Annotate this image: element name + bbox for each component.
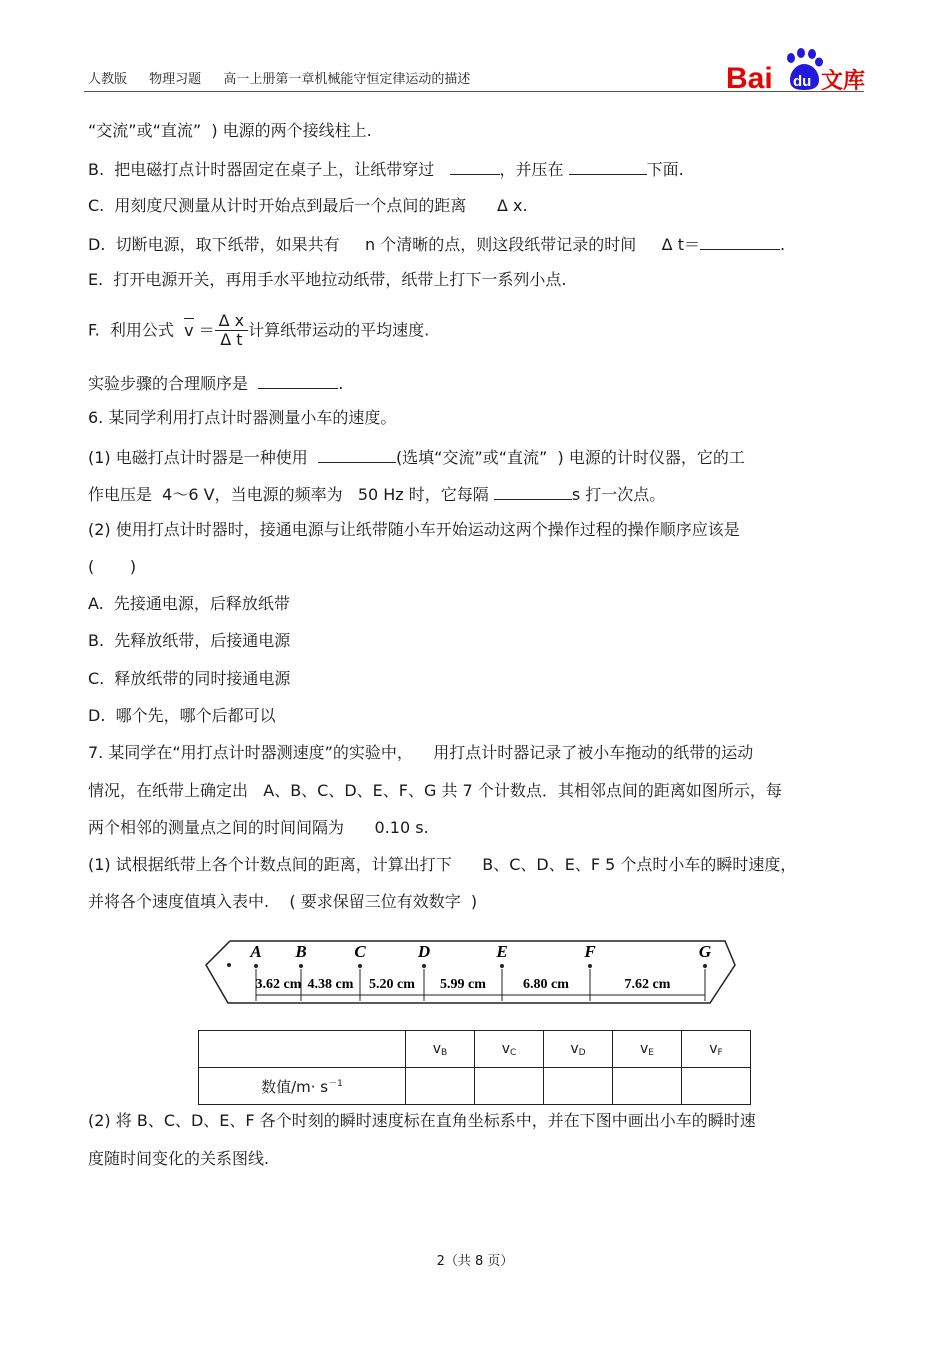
q6-1-text-a: (1) 电磁打点计时器是一种使用 xyxy=(88,448,318,467)
header-edition: 人教版 xyxy=(88,72,128,87)
distance-label-1: 3.62 cm xyxy=(255,977,302,992)
table-header-row xyxy=(199,1031,751,1068)
blank-q6-2 xyxy=(494,483,572,500)
value-cell-vd[interactable] xyxy=(544,1068,613,1105)
header-vf: $v_F$ xyxy=(682,1031,751,1068)
text-line-1: “交流”或“直流” ) 电源的两个接线柱上. xyxy=(88,121,372,140)
tape-point-label-d: D xyxy=(417,942,431,961)
q6-1-text-c: 作电压是 4～6 V，当电源的频率为 50 Hz 时，它每隔 xyxy=(88,485,494,504)
header-ve: $v_E$ xyxy=(613,1031,682,1068)
fraction-denominator: Δ t xyxy=(220,330,243,349)
tape-point-label-e: E xyxy=(496,942,508,961)
order-line xyxy=(88,372,343,394)
blank-d xyxy=(700,233,780,250)
step-d-text-2: . xyxy=(779,235,786,254)
step-b-text-3: 下面. xyxy=(646,160,684,179)
q7-part2-line1: (2) 将 B、C、D、E、F 各个时刻的瞬时速度标在直角坐标系中，并在下图中画出小车的瞬时速 xyxy=(88,1111,756,1130)
question-7-line2: 情况，在纸带上确定出 A、B、C、D、E、F、G 共 7 个计数点．其相邻点间的距离如图所示，每 xyxy=(88,781,782,800)
value-cell-ve[interactable] xyxy=(613,1068,682,1105)
question-7-line1: 7. 某同学在“用打点计时器测速度”的实验中， 用打点计时器记录了被小车拖动的纸带的运动 xyxy=(88,743,754,762)
table-value-row xyxy=(199,1068,751,1105)
tape-outline xyxy=(206,941,735,1003)
header-vc: $v_C$ xyxy=(475,1031,544,1068)
tape-point-dot-f xyxy=(588,964,592,968)
paper-tape-diagram xyxy=(200,935,745,1013)
step-f-text-1: F. 利用公式 xyxy=(88,320,185,340)
fraction-numerator: Δ x xyxy=(215,312,249,331)
q7-part1-line1: (1) 试根据纸带上各个计数点间的距离，计算出打下 B、C、D、E、F 5 个点时小车的瞬时速度， xyxy=(88,855,797,874)
header-vd: $v_D$ xyxy=(544,1031,613,1068)
header-category: 物理习题 xyxy=(149,72,202,87)
option-a: A. 先接通电源，后释放纸带 xyxy=(88,594,290,613)
order-end: . xyxy=(338,374,344,393)
row-label: 数值$/m\cdot s^{-1}$ xyxy=(199,1068,406,1105)
option-d: D. 哪个先，哪个后都可以 xyxy=(88,706,276,725)
tape-point-dot-e xyxy=(500,964,504,968)
tape-point-dot-c xyxy=(358,964,362,968)
step-c: C. 用刻度尺测量从计时开始点到最后一个点间的距离 Δ x. xyxy=(88,196,528,215)
step-f xyxy=(88,312,429,349)
logo-wenku: 文库 xyxy=(821,69,866,94)
baidu-wenku-logo xyxy=(724,46,870,100)
value-cell-vc[interactable] xyxy=(475,1068,544,1105)
header-vb: $v_B$ xyxy=(406,1031,475,1068)
step-d-text-1: D. 切断电源，取下纸带，如果共有 n 个清晰的点，则这段纸带记录的时间 Δ t＝ xyxy=(88,235,700,254)
q6-part1-line2 xyxy=(88,483,665,505)
table-corner-cell xyxy=(199,1031,406,1068)
tape-point-label-b: B xyxy=(295,942,307,961)
value-cell-vf[interactable] xyxy=(682,1068,751,1105)
question-6: 6. 某同学利用打点计时器测量小车的速度。 xyxy=(88,408,397,427)
tape-point-dot-b xyxy=(299,964,303,968)
velocity-table xyxy=(198,1030,751,1105)
order-text: 实验步骤的合理顺序是 xyxy=(88,374,259,393)
step-e: E. 打开电源开关，再用手水平地拉动纸带，纸带上打下一系列小点. xyxy=(88,270,567,289)
question-7-line3: 两个相邻的测量点之间的时间间隔为 0.10 s. xyxy=(88,818,429,837)
tape-point-label-f: F xyxy=(584,942,596,961)
page-header xyxy=(88,68,488,87)
distance-label-6: 7.62 cm xyxy=(624,977,671,992)
blank-q6-1 xyxy=(318,446,396,463)
v-bar-symbol: v xyxy=(184,320,194,340)
distance-label-5: 6.80 cm xyxy=(523,977,569,992)
distance-label-2: 4.38 cm xyxy=(307,977,354,992)
q6-part2-paren: ( ) xyxy=(88,557,137,576)
logo-bai: Bai xyxy=(726,62,773,95)
q7-part1-line2: 并将各个速度值填入表中. ( 要求保留三位有效数字 ) xyxy=(88,892,478,911)
option-c: C. 释放纸带的同时接通电源 xyxy=(88,669,291,688)
blank-b2 xyxy=(569,158,647,175)
page-footer: 2（共 8 页） xyxy=(436,1254,514,1269)
q7-part2-line2: 度随时间变化的关系图线. xyxy=(88,1149,270,1168)
blank-b1 xyxy=(450,158,500,175)
header-topic: 高一上册第一章机械能守恒定律运动的描述 xyxy=(223,72,471,87)
tape-point-label-c: C xyxy=(354,942,366,961)
logo-du: du xyxy=(793,73,812,90)
distance-label-4: 5.99 cm xyxy=(440,977,486,992)
formula-fraction xyxy=(215,312,249,349)
q6-part1-line1 xyxy=(88,446,745,468)
q6-1-text-b: (选填“交流”或“直流” ) 电源的计时仪器，它的工 xyxy=(395,448,745,467)
tape-point-label-a: A xyxy=(250,942,262,961)
step-b-text-1: B. 把电磁打点计时器固定在桌子上，让纸带穿过 xyxy=(88,160,450,179)
blank-order xyxy=(258,372,338,389)
step-b-text-2: ，并压在 xyxy=(499,160,569,179)
step-b xyxy=(88,158,684,180)
tape-start-dot xyxy=(227,963,231,967)
tape-point-dot-g xyxy=(703,964,707,968)
distance-label-3: 5.20 cm xyxy=(369,977,415,992)
tape-point-dot-d xyxy=(422,964,426,968)
tape-point-label-g: G xyxy=(698,942,712,961)
q6-part2: (2) 使用打点计时器时，接通电源与让纸带随小车开始运动这两个操作过程的操作顺序应该是 xyxy=(88,520,740,539)
value-cell-vb[interactable] xyxy=(406,1068,475,1105)
tape-point-dot-a xyxy=(254,964,258,968)
step-f-text-2: 计算纸带运动的平均速度. xyxy=(248,320,430,340)
step-f-eq: ＝ xyxy=(193,320,215,340)
step-d xyxy=(88,233,785,255)
q6-1-text-d: s 打一次点。 xyxy=(571,485,666,504)
option-b: B. 先释放纸带，后接通电源 xyxy=(88,631,291,650)
